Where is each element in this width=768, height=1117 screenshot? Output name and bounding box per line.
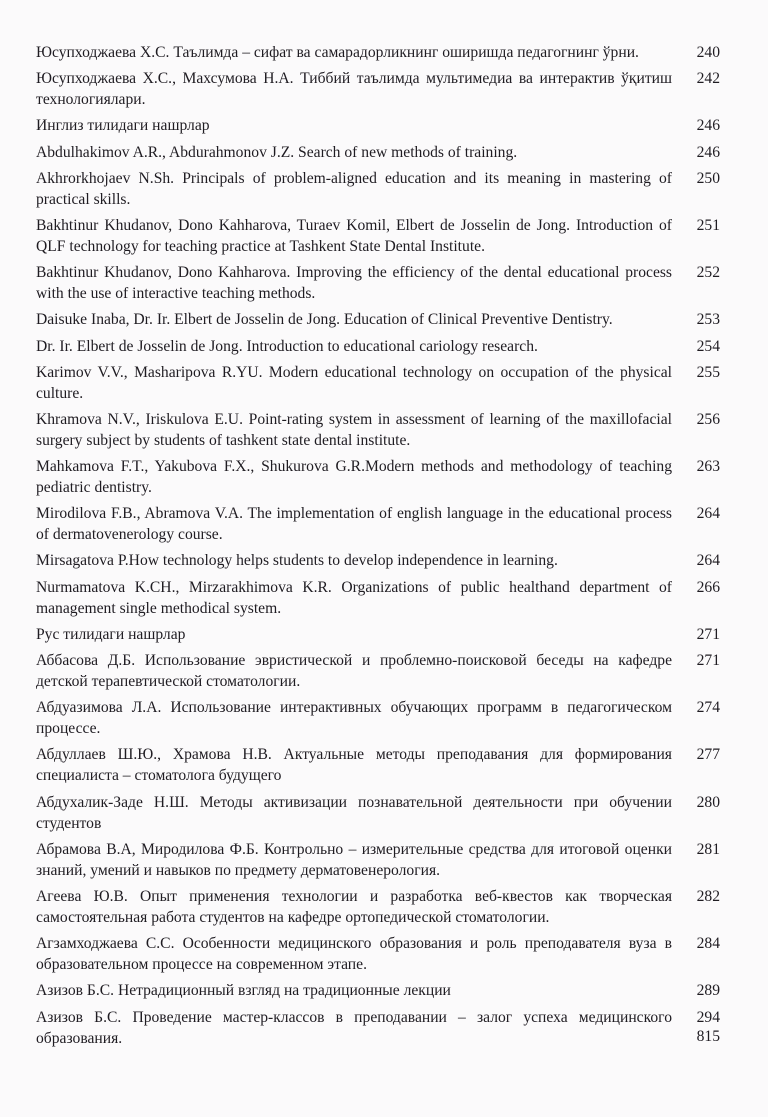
toc-entry	[36, 262, 720, 304]
entry-title: Bakhtinur Khudanov, Dono Kahharova. Improving the efficiency of the dental educational process with the use of interactive teaching methods.	[36, 264, 672, 303]
entry-page: 264	[696, 552, 720, 570]
entry-page: 266	[696, 578, 720, 596]
toc-entry	[36, 577, 720, 619]
entry-title: Абрамова В.А, Миродилова Ф.Б. Контрольно – измерительные средства для итоговой оценки знаний, умений и навыков по предмету дерматовенерология.	[36, 840, 672, 879]
entry-title: Юсупходжаева Х.С. Таълимда – сифат ва самарадорликнинг оширишда педагогнинг ўрни.	[36, 44, 639, 61]
section-title: Рус тилидаги нашрлар	[36, 625, 186, 643]
entry-title: Mirsagatova P.How technology helps students to develop independence in learning.	[36, 552, 558, 570]
entry-page: 264	[696, 505, 720, 523]
entry-title: Юсупходжаева Х.С., Махсумова Н.А. Тиббий таълимда мультимедиа ва интерактив ўқитиш технологиялари.	[36, 70, 672, 109]
entry-page: 277	[696, 746, 720, 764]
entry-page: 255	[696, 363, 720, 381]
entry-page: 274	[696, 699, 720, 717]
toc-entry	[36, 933, 720, 975]
entry-title: Bakhtinur Khudanov, Dono Kahharova, Turaev Komil, Elbert de Josselin de Jong. Introduction of QLF technology for teaching practice at Tashkent State Dental Institute.	[36, 216, 672, 255]
toc-entry	[36, 336, 720, 357]
entry-page: 246	[696, 143, 720, 161]
page-number: 815	[696, 1028, 720, 1045]
entry-page: 263	[696, 458, 720, 476]
entry-title: Азизов Б.С. Проведение мастер-классов в преподавании – залог успеха медицинского образования.	[36, 1008, 672, 1047]
entry-page: 253	[696, 311, 720, 329]
toc-entry	[36, 839, 720, 881]
toc-entry	[36, 42, 720, 63]
section-title: Инглиз тилидаги нашрлар	[36, 117, 210, 135]
entry-title: Mirodilova F.B., Abramova V.A. The implementation of english language in the educational process of dermatovenerology course.	[36, 505, 672, 544]
entry-title: Агеева Ю.В. Опыт применения технологии и разработка веб-квестов как творческая самостоятельная работа студентов на кафедре ортопедической стоматологии.	[36, 887, 672, 926]
entry-title: Абдуллаев Ш.Ю., Храмова Н.В. Актуальные методы преподавания для формирования специалиста – стоматолога будущего	[36, 746, 672, 785]
entry-title: Abdulhakimov A.R., Abdurahmonov J.Z. Search of new methods of training.	[36, 143, 518, 161]
toc-entry	[36, 886, 720, 928]
toc-entry	[36, 503, 720, 545]
entry-page: 254	[696, 337, 720, 355]
entry-page: 240	[696, 44, 720, 61]
entry-title: Karimov V.V., Masharipova R.YU. Modern educational technology on occupation of the physical culture.	[36, 363, 672, 402]
entry-title: Абдуазимова Л.А. Использование интерактивных обучающих программ в педагогическом процессе.	[36, 699, 672, 738]
entry-title: Dr. Ir. Elbert de Josselin de Jong. Introduction to educational cariology research.	[36, 337, 538, 355]
toc-entry	[36, 362, 720, 404]
toc-entry	[36, 168, 720, 210]
entry-page: 281	[696, 840, 720, 858]
entry-page: 271	[696, 625, 720, 643]
entry-page: 251	[696, 216, 720, 234]
toc-entry	[36, 1007, 720, 1049]
entry-title: Nurmamatova K.CH., Mirzarakhimova K.R. Organizations of public healthand department of management single methodical system.	[36, 578, 672, 617]
toc-entry	[36, 309, 720, 330]
entry-page: 252	[696, 264, 720, 282]
table-of-contents	[36, 42, 720, 1054]
entry-title: Агзамходжаева С.С. Особенности медицинского образования и роль преподавателя вуза в образовательном процессе на современном этапе.	[36, 935, 672, 974]
toc-entry	[36, 650, 720, 692]
entry-page: 250	[696, 169, 720, 187]
entry-page: 256	[696, 410, 720, 428]
entry-page: 284	[696, 935, 720, 953]
entry-page: 282	[696, 887, 720, 905]
entry-title: Daisuke Inaba, Dr. Ir. Elbert de Josselin de Jong. Education of Clinical Preventive Dentistry.	[36, 311, 613, 329]
toc-entry	[36, 697, 720, 739]
toc-section-heading	[36, 115, 720, 136]
entry-title: Akhrorkhojaev N.Sh. Principals of problem-aligned education and its meaning in mastering of practical skills.	[36, 169, 672, 208]
entry-page: 246	[696, 117, 720, 135]
toc-entry	[36, 744, 720, 786]
entry-title: Аббасова Д.Б. Использование эвристической и проблемно-поисковой беседы на кафедре детской терапевтической стоматологии.	[36, 652, 672, 690]
entry-title: Mahkamova F.T., Yakubova F.X., Shukurova G.R.Modern methods and methodology of teaching pediatric dentistry.	[36, 458, 672, 497]
entry-page: 294	[696, 1008, 720, 1026]
entry-page: 242	[696, 70, 720, 88]
entry-page: 280	[696, 793, 720, 811]
entry-title: Khramova N.V., Iriskulova E.U. Point-rating system in assessment of learning of the maxillofacial surgery subject by students of tashkent state dental institute.	[36, 410, 672, 449]
entry-page: 289	[696, 982, 720, 1000]
toc-entry	[36, 550, 720, 571]
toc-entry	[36, 792, 720, 834]
toc-entry	[36, 456, 720, 498]
toc-entry	[36, 142, 720, 163]
toc-entry	[36, 980, 720, 1001]
entry-title: Азизов Б.С. Нетрадиционный взгляд на традиционные лекции	[36, 982, 451, 1000]
toc-section-heading	[36, 624, 720, 645]
toc-entry	[36, 215, 720, 257]
toc-entry	[36, 68, 720, 110]
toc-entry	[36, 409, 720, 451]
entry-title: Абдухалик-Заде Н.Ш. Методы активизации познавательной деятельности при обучении студентов	[36, 793, 672, 832]
entry-page: 271	[696, 652, 720, 669]
